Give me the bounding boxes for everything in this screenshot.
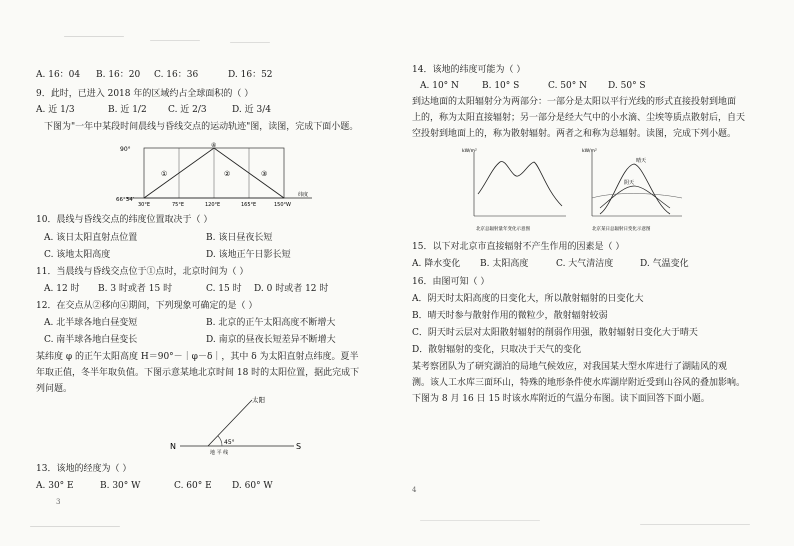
curve-label-cloudy: 阴天: [624, 180, 635, 186]
q10-stem: 10．晨线与昏线交点的纬度位置取决于（ ）: [36, 215, 213, 225]
y-axis-label: kW/m²: [582, 149, 597, 154]
q14-option-d: D. 50° S: [608, 81, 646, 91]
lat-bottom-label: 66°34′: [116, 197, 134, 203]
q11-stem: 11．当晨线与昏线交点位于①点时，北京时间为（ ）: [36, 267, 249, 277]
point-2-label: ②: [224, 170, 231, 178]
q16-option-a: A．阴天时太阳高度的日变化大，所以散射辐射的日变化大: [412, 294, 644, 304]
q8-option-a: A. 16：04: [36, 70, 81, 80]
point-1-label: ①: [161, 170, 168, 178]
q14-option-c: C. 50° N: [548, 81, 587, 91]
q15-option-d: D. 气温变化: [640, 259, 689, 269]
q10-option-b: B. 该日昼夜长短: [206, 233, 273, 243]
y-axis-label: kW/m²: [462, 149, 477, 154]
q14-option-b: B. 10° S: [482, 81, 520, 91]
q16-option-b: B．晴天时参与散射作用的微粒少，散射辐射较弱: [412, 311, 608, 321]
q11-option-d: D. 0 时或者 12 时: [254, 284, 329, 294]
q14-stem: 14．该地的纬度可能为（ ）: [412, 65, 526, 75]
q13-option-d: D. 60° W: [232, 481, 273, 491]
q9-stem: 9．此时，已进入 2018 年的区域约占全球面积的（ ）: [36, 89, 254, 99]
intro-figure3-line: 上的，称为太阳直接辐射；另一部分是经大气中的小水滴、尘埃等质点散射后，自天: [412, 113, 746, 123]
annual-radiation-chart: [462, 146, 572, 234]
lon-label: 150°W: [274, 202, 291, 208]
q16-option-d: D．散射辐射的变化，只取决于天气的变化: [412, 345, 582, 355]
q15-option-a: A. 降水变化: [412, 259, 461, 269]
q11-option-b: B. 3 时或者 15 时: [98, 284, 173, 294]
q15-stem: 15．以下对北京市直接辐射不产生作用的因素是（ ）: [412, 242, 625, 252]
intro-figure2-line: 某纬度 φ 的正午太阳高度 H＝90°－｜φ－δ｜，其中 δ 为太阳直射点纬度。夏半: [36, 352, 359, 362]
q12-option-a: A. 北半球各地白昼变短: [44, 318, 138, 328]
chart-caption: 北京总辐射量年变化示意图: [476, 227, 530, 232]
point-4-label: ④: [211, 142, 217, 149]
lon-label: 30°E: [138, 202, 151, 208]
intro-figure3-line: 空投射到地面上的，称为散射辐射。两者之和称为总辐射。读图，完成下列小题。: [412, 129, 737, 139]
intro-figure2-line: 列问题。: [36, 384, 73, 394]
north-label: N: [170, 442, 176, 451]
scan-noise: [640, 524, 750, 525]
cloudy-day-curve: [600, 186, 670, 208]
q13-stem: 13．该地的经度为（ ）: [36, 464, 132, 474]
q10-option-a: A. 该日太阳直射点位置: [44, 233, 138, 243]
q9-option-c: C. 近 2/3: [168, 105, 207, 115]
q8-option-c: C. 16：36: [154, 70, 199, 80]
lat-top-label: 90°: [120, 146, 131, 153]
page-number: 4: [412, 486, 417, 494]
scan-noise: [30, 526, 120, 527]
q15-option-b: B. 太阳高度: [480, 259, 529, 269]
axis-label: 纬度: [298, 192, 309, 198]
q12-stem: 12．在交点从②移向④期间，下列现象可确定的是（ ）: [36, 301, 258, 311]
horizon-label: 地 平 线: [210, 450, 229, 456]
scan-noise: [64, 36, 124, 37]
q12-option-b: B. 北京的正午太阳高度不断增大: [206, 318, 336, 328]
q12-option-d: D. 南京的昼夜长短差异不断增大: [206, 335, 336, 345]
lon-label: 75°E: [172, 202, 185, 208]
q10-option-c: C. 该地太阳高度: [44, 250, 111, 260]
lon-label: 120°E: [205, 202, 221, 208]
q10-option-d: D. 该地正午日影长短: [206, 250, 291, 260]
q14-option-a: A. 10° N: [420, 81, 459, 91]
total-radiation-curve: [478, 161, 562, 206]
scan-noise: [420, 520, 540, 521]
intro-figure4-line: 测。该人工水库三面环山，特殊的地形条件使水库湖岸附近受到山谷风的叠加影响。: [412, 378, 746, 388]
q11-option-c: C. 15 时: [206, 284, 242, 294]
q16-option-c: C．阴天时云层对太阳散射辐射的削弱作用强，散射辐射日变化大于晴天: [412, 328, 698, 338]
q9-option-b: B. 近 1/2: [108, 105, 147, 115]
scan-noise: [230, 42, 270, 43]
angle-arc: [218, 436, 222, 446]
curve-label-clear: 晴天: [636, 158, 647, 164]
chart-caption: 北京某日总辐射日变化示意图: [592, 227, 651, 232]
q13-option-a: A. 30° E: [36, 481, 74, 491]
q13-option-b: B. 30° W: [100, 481, 141, 491]
intro-figure4-line: 下图为 8 月 16 日 15 时该水库附近的气温分布图。读下面回答下面小题。: [412, 394, 710, 404]
q13-option-c: C. 60° E: [174, 481, 212, 491]
sun-label: 太阳: [252, 396, 265, 404]
intro-figure2-line: 年取正值，冬半年取负值。下图示意某地北京时间 18 时的太阳位置，据此完成下: [36, 368, 360, 378]
clear-day-curve: [600, 164, 670, 214]
daily-radiation-chart: [582, 146, 686, 234]
q8-option-d: D. 16：52: [228, 70, 273, 80]
q9-option-d: D. 近 3/4: [232, 105, 271, 115]
q9-option-a: A. 近 1/3: [36, 105, 75, 115]
page-number: 3: [56, 498, 61, 506]
intro-figure3-line: 到达地面的太阳辐射分为两部分：一部分是太阳以平行光线的形式直接投射到地面: [412, 97, 737, 107]
intro-figure1: 下图为"一年中某段时间晨线与昏线交点的运动轨迹"图，读图，完成下面小题。: [44, 122, 359, 132]
south-label: S: [296, 442, 302, 451]
intro-figure4-line: 某考察团队为了研究湖泊的局地气候效应，对我国某大型水库进行了湖陆风的观: [412, 362, 728, 372]
point-3-label: ③: [261, 170, 268, 178]
q12-option-c: C. 南半球各地白昼变长: [44, 335, 138, 345]
q15-option-c: C. 大气清洁度: [556, 259, 614, 269]
q16-stem: 16．由图可知（ ）: [412, 277, 490, 287]
sun-position-figure: [156, 390, 306, 456]
angle-label: 45°: [224, 439, 235, 446]
scatter-curve: [592, 194, 682, 199]
q8-option-b: B. 16：20: [96, 70, 141, 80]
scan-noise: [150, 40, 200, 41]
lon-label: 165°E: [241, 202, 257, 208]
q11-option-a: A. 12 时: [44, 284, 80, 294]
terminator-trajectory-figure: [116, 138, 316, 208]
